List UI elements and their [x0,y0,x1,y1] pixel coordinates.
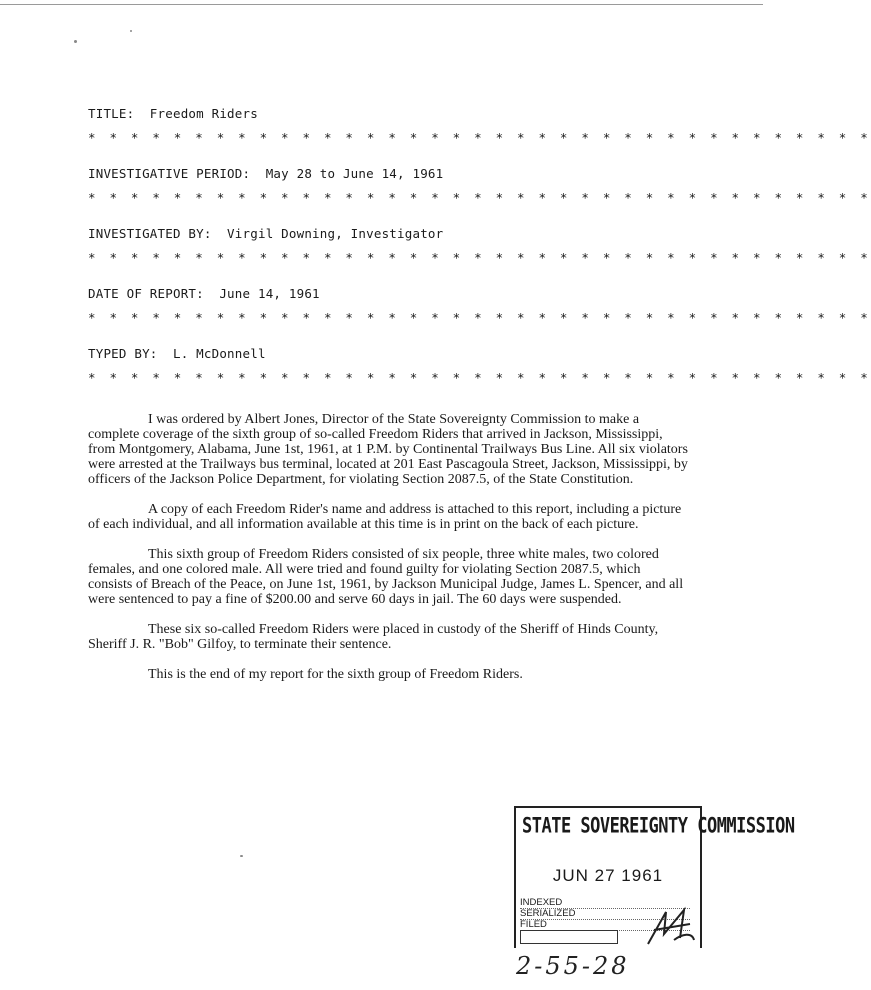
report-paragraph: A copy of each Freedom Rider's name and address is attached to this report, including a picture of each individual, and all information available at this time is in print on the back of each picture. [88,502,682,532]
scan-speck [130,30,132,32]
title-field: TITLE: Freedom Riders [88,106,258,121]
report-paragraph: This sixth group of Freedom Riders consisted of six people, three white males, two colored females, and one colored male. All were tried and found guilty for violating Section 2087.5, which consists of Breach of the Peace, on June 1st, 1961, by Jackson Municipal Judge, James L. Spencer, and all were sentenced to pay a fine of $200.00 and serve 60 days in jail. The 60 days were suspended. [88,547,684,607]
separator-row: * * * * * * * * * * * * * * * * * * * * * * * * * * * * * * * * * * * * * [88,250,871,265]
separator-row: * * * * * * * * * * * * * * * * * * * * * * * * * * * * * * * * * * * * * [88,190,871,205]
stamp-serialized-line: SERIALIZED [520,909,690,920]
typed-by-field: TYPED BY: L. McDonnell [88,346,266,361]
stamp-filed-line: FILED [520,920,690,931]
commission-received-stamp [514,806,795,948]
investigated-by-field: INVESTIGATED BY: Virgil Downing, Investigator [88,226,444,241]
stamp-indexed-line: INDEXED [520,898,690,909]
report-paragraph: I was ordered by Albert Jones, Director of the State Sovereignty Commission to make a complete coverage of the sixth group of so-called Freedom Riders that arrived in Jackson, Mississippi, from Montgomery, Alabama, June 1st, 1961, at 1 P.M. by Continental Trailways Bus Line. All six violators were arrested at the Trailways bus terminal, located at 201 East Pascagoula Street, Jackson, Mississippi, by officers of the Jackson Police Department, for violating Section 2087.5, of the State Constitution. [88,412,688,487]
report-paragraph: These six so-called Freedom Riders were placed in custody of the Sheriff of Hinds County, Sheriff J. R. "Bob" Gilfoy, to terminate their sentence. [88,622,659,652]
initials-signature [644,904,698,950]
scan-speck [74,40,77,43]
separator-row: * * * * * * * * * * * * * * * * * * * * * * * * * * * * * * * * * * * * * [88,370,871,385]
separator-row: * * * * * * * * * * * * * * * * * * * * * * * * * * * * * * * * * * * * * [88,130,871,145]
report-paragraph: This is the end of my report for the sixth group of Freedom Riders. [148,667,523,682]
separator-row: * * * * * * * * * * * * * * * * * * * * * * * * * * * * * * * * * * * * * [88,310,871,325]
stamp-date: JUN 27 1961 [552,866,664,885]
date-of-report-field: DATE OF REPORT: June 14, 1961 [88,286,320,301]
investigative-period-field: INVESTIGATIVE PERIOD: May 28 to June 14, 1961 [88,166,444,181]
stamp-box [520,930,618,944]
scan-edge-line [0,4,763,5]
stamp-title: STATE SOVEREIGNTY COMMISSION [522,813,795,839]
scan-speck [240,855,243,857]
handwritten-file-number: 2-55-28 [516,952,630,980]
report-body [88,412,688,697]
